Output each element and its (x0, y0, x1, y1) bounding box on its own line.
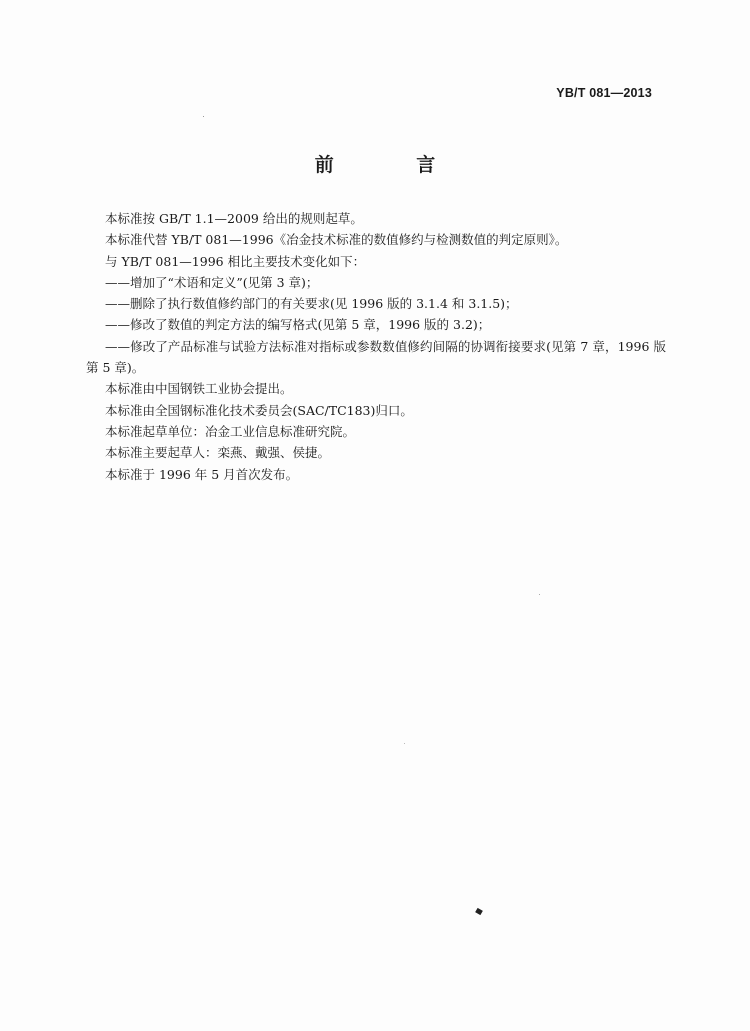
scan-speck (539, 594, 540, 595)
scan-speck (203, 116, 204, 117)
paragraph-changes-intro: 与 YB/T 081—1996 相比主要技术变化如下： (105, 253, 366, 269)
scan-speck (404, 743, 405, 744)
paragraph-centralized-by: 本标准由全国钢标准化技术委员会(SAC/TC183)归口。 (105, 402, 413, 418)
foreword-body (86, 208, 666, 485)
paragraph-replaces: 本标准代替 YB/T 081—1996《冶金技术标准的数值修约与检测数值的判定原则》。 (105, 232, 568, 248)
paragraph-proposed-by: 本标准由中国钢铁工业协会提出。 (105, 381, 293, 397)
paragraph-drafters: 本标准主要起草人：栾燕、戴强、侯捷。 (105, 445, 331, 461)
paragraph-drafting-rules: 本标准按 GB/T 1.1—2009 给出的规则起草。 (105, 211, 363, 226)
change-item-4: ——修改了产品标准与试验方法标准对指标或参数数值修约间隔的协调衔接要求(见第 7 章，1996 版第 5 章)。 (86, 338, 666, 376)
change-item-3: ——修改了数值的判定方法的编写格式(见第 5 章，1996 版的 3.2)； (105, 317, 491, 333)
paragraph-first-release: 本标准于 1996 年 5 月首次发布。 (105, 466, 299, 482)
paragraph-drafting-unit: 本标准起草单位：冶金工业信息标准研究院。 (105, 423, 356, 439)
scan-speck (475, 908, 483, 915)
change-item-1: ——增加了“术语和定义”(见第 3 章)； (105, 274, 319, 290)
change-item-2: ——删除了执行数值修约部门的有关要求(见 1996 版的 3.1.4 和 3.1.5)； (105, 296, 518, 312)
standard-code: YB/T 081—2013 (556, 86, 652, 100)
page-title: 前 言 (314, 154, 474, 176)
